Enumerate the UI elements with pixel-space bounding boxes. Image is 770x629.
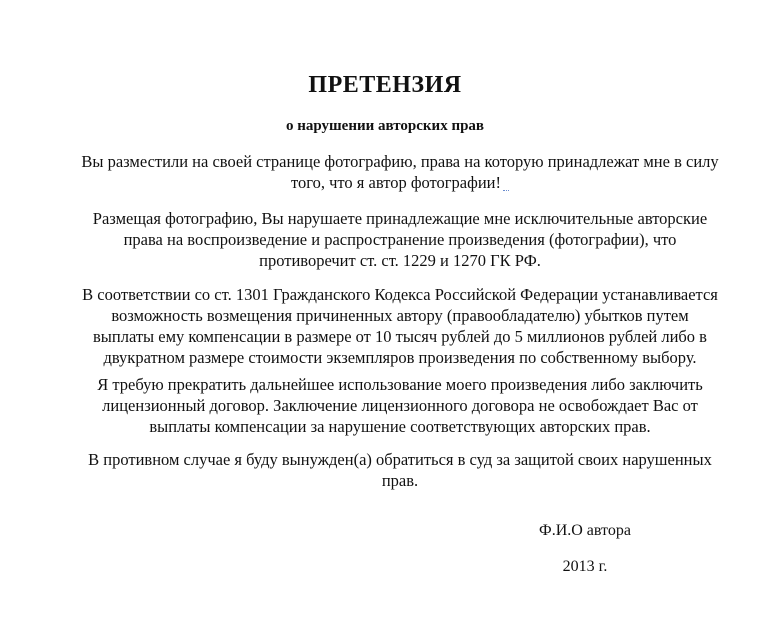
paragraph-line-text: того, что я автор фотографии!: [291, 173, 501, 192]
paragraph-line: противоречит ст. ст. 1229 и 1270 ГК РФ.: [259, 251, 541, 270]
paragraph-line: В противном случае я буду вынужден(а) обратиться в суд за защитой своих нарушенных: [88, 450, 712, 469]
paragraph-line: выплаты компенсации за нарушение соответствующих авторских прав.: [149, 417, 651, 436]
paragraph-2: [60, 208, 740, 271]
paragraph-line-text: Вы разместили на своей странице фотографию, права на которую принадлежат мне в силу: [81, 152, 719, 171]
paragraph-line: возможность возмещения причиненных автору (правообладателю) убытков путем: [111, 306, 689, 325]
signature-line: Ф.И.О автора: [539, 522, 631, 539]
paragraph-5: [60, 449, 740, 491]
document-title: ПРЕТЕНЗИЯ: [308, 72, 462, 98]
paragraph-4: [60, 374, 740, 437]
document-year: 2013 г.: [562, 558, 608, 575]
paragraph-line: права на воспроизведение и распространение произведения (фотографии), что: [123, 230, 677, 249]
paragraph-1: [60, 151, 740, 193]
spellcheck-mark-icon: [503, 181, 509, 191]
paragraph-line: двукратном размере стоимости экземпляров произведения по собственному выбору.: [103, 348, 697, 367]
paragraph-line: лицензионный договор. Заключение лицензионного договора не освобождает Вас от: [102, 396, 698, 415]
paragraph-line: [60, 172, 740, 193]
paragraph-line: Я требую прекратить дальнейшее использование моего произведения либо заключить: [97, 375, 703, 394]
paragraph-line: В соответствии со ст. 1301 Гражданского Кодекса Российской Федерации устанавливается: [82, 285, 718, 304]
paragraph-line: [60, 151, 740, 172]
paragraph-3: [60, 284, 740, 368]
document-subtitle: о нарушении авторских прав: [285, 118, 485, 134]
paragraph-line: Размещая фотографию, Вы нарушаете принадлежащие мне исключительные авторские: [92, 209, 708, 228]
paragraph-line: прав.: [381, 471, 419, 490]
paragraph-line: выплаты ему компенсации в размере от 10 тысяч рублей до 5 миллионов рублей либо в: [93, 327, 707, 346]
